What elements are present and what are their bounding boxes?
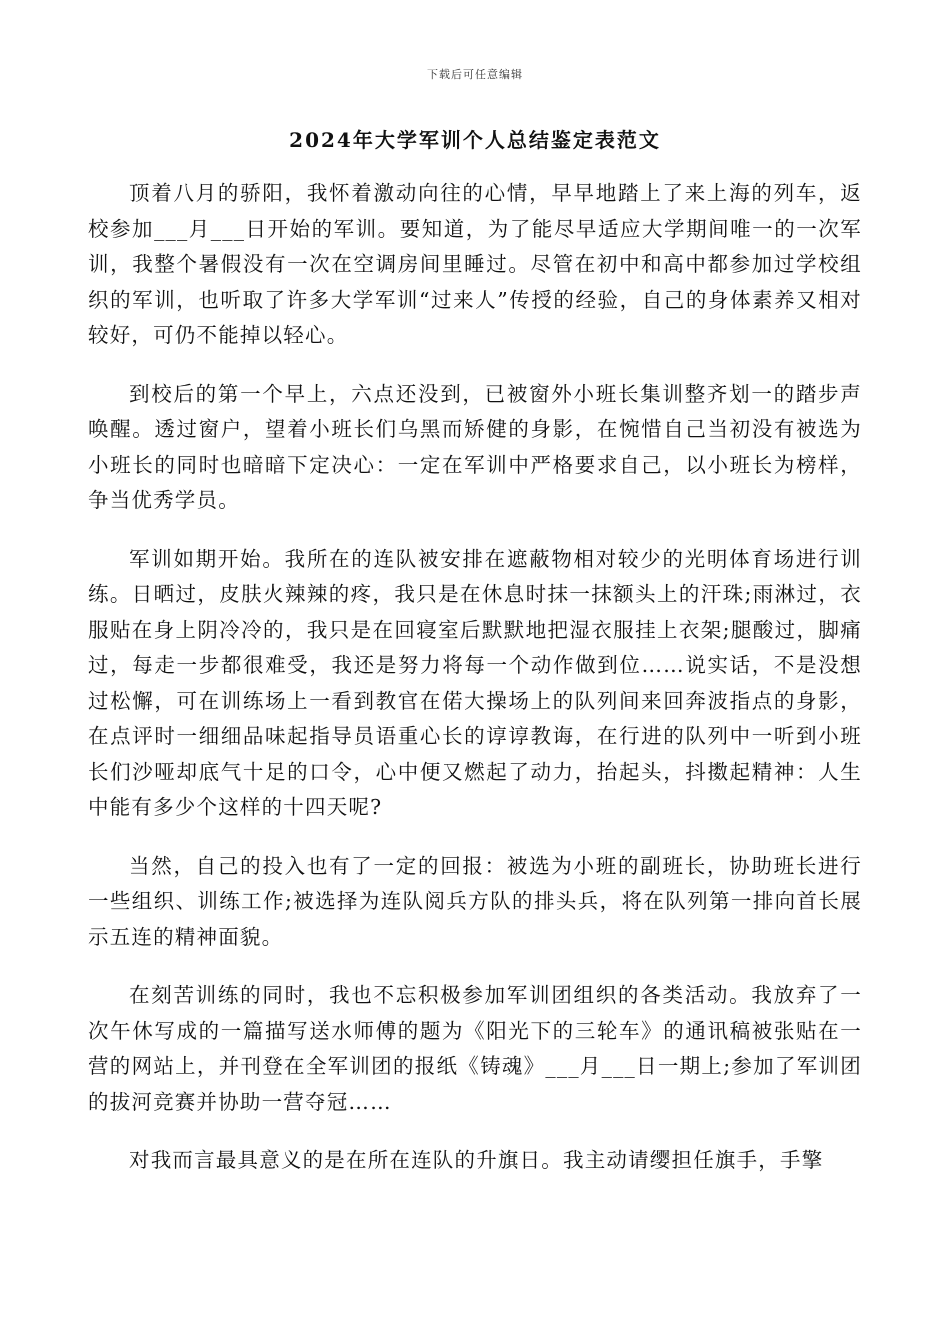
paragraph-5: 在刻苦训练的同时，我也不忘积极参加军训团组织的各类活动。我放弃了一次午休写成的一篇描写送水师傅的题为《阳光下的三轮车》的通讯稿被张贴在一营的网站上，并刊登在全军训团的报纸《铸魂》___月___日一期上;参加了军训团的拔河竞赛并协助一营夺冠…… xyxy=(88,983,862,1114)
paragraph-4: 当然，自己的投入也有了一定的回报：被选为小班的副班长，协助班长进行一些组织、训练工作;被选择为连队阅兵方队的排头兵，将在队列第一排向首长展示五连的精神面貌。 xyxy=(88,853,862,949)
paragraph-6: 对我而言最具意义的是在所在连队的升旗日。我主动请缨担任旗手，手擎 xyxy=(129,1148,824,1172)
document-title: 2024年大学军训个人总结鉴定表范文 xyxy=(289,128,661,152)
download-note: 下载后可任意编辑 xyxy=(427,68,523,81)
paragraph-3: 军训如期开始。我所在的连队被安排在遮蔽物相对较少的光明体育场进行训练。日晒过，皮肤火辣辣的疼，我只是在休息时抹一抹额头上的汗珠;雨淋过，衣服贴在身上阴冷冷的，我只是在回寝室后默默地把湿衣服挂上衣架;腿酸过，脚痛过，每走一步都很难受，我还是努力将每一个动作做到位……说实话，不是没想过松懈，可在训练场上一看到教官在偌大操场上的队列间来回奔波指点的身影，在点评时一细细品味起指导员语重心长的谆谆教诲，在行进的队列中一听到小班长们沙哑却底气十足的口令，心中便又燃起了动力，抬起头，抖擞起精神：人生中能有多少个这样的十四天呢? xyxy=(88,546,862,819)
paragraph-2: 到校后的第一个早上，六点还没到，已被窗外小班长集训整齐划一的踏步声唤醒。透过窗户，望着小班长们乌黑而矫健的身影，在惋惜自己当初没有被选为小班长的同时也暗暗下定决心：一定在军训中严格要求自己，以小班长为榜样，争当优秀学员。 xyxy=(88,381,862,512)
paragraph-1: 顶着八月的骄阳，我怀着激动向往的心情，早早地踏上了来上海的列车，返校参加___月___日开始的军训。要知道，为了能尽早适应大学期间唯一的一次军训，我整个暑假没有一次在空调房间里睡过。尽管在初中和高中都参加过学校组织的军训，也听取了许多大学军训“过来人”传授的经验，自己的身体素养又相对较好，可仍不能掉以轻心。 xyxy=(88,181,862,347)
document-body xyxy=(88,176,862,1202)
